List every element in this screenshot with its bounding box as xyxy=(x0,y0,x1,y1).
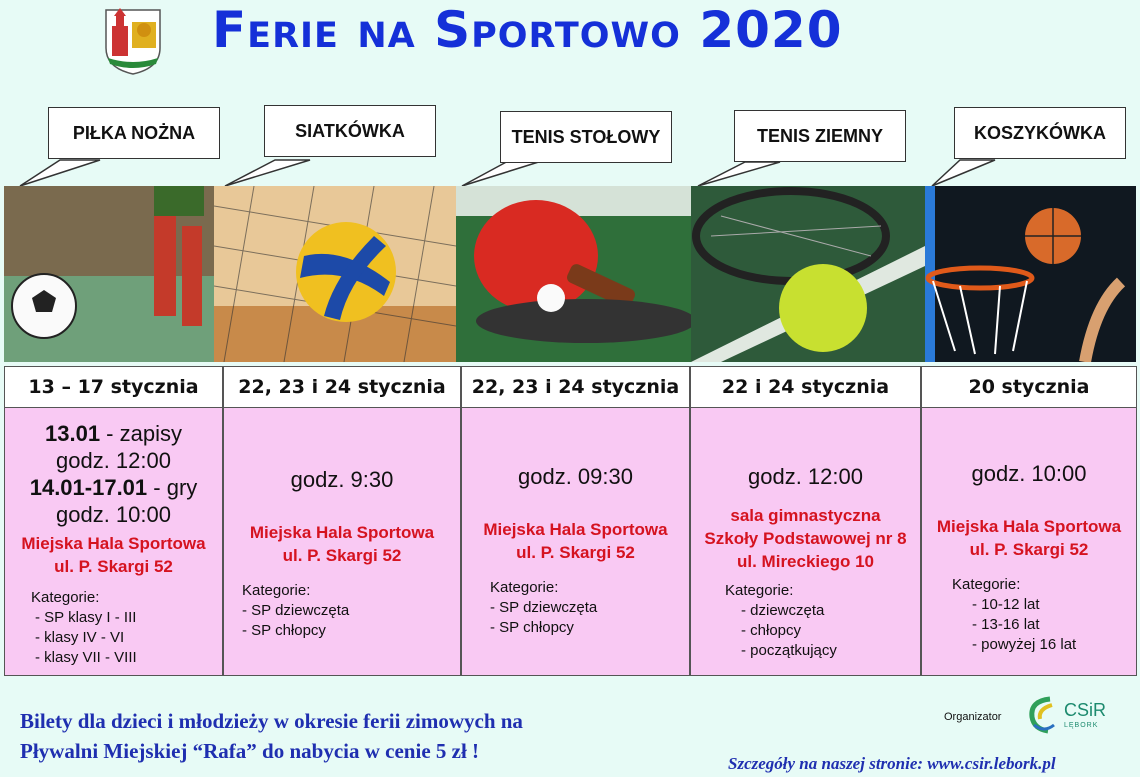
event-date: 22, 23 i 24 stycznia xyxy=(224,367,460,408)
event-time: godz. 10:00 xyxy=(971,461,1087,486)
bubble-tails xyxy=(0,0,1140,200)
column-basketball xyxy=(921,366,1137,676)
event-time: godz. 12:00 xyxy=(56,448,171,473)
football-photo xyxy=(4,186,214,362)
event-venue: Miejska Hala Sportowa ul. P. Skargi 52 xyxy=(483,520,668,562)
table-tennis-photo xyxy=(456,186,691,362)
event-time: godz. 09:30 xyxy=(518,464,633,489)
event-time: godz. 9:30 xyxy=(290,467,394,492)
tennis-photo xyxy=(691,186,925,362)
sport-bubble-table-tennis: TENIS STOŁOWY xyxy=(500,111,672,163)
sport-bubble-basketball: KOSZYKÓWKA xyxy=(954,107,1126,159)
column-volleyball xyxy=(223,366,461,676)
website-link[interactable]: Szczegóły na naszej stronie: www.csir.lebork.pl xyxy=(728,754,1056,773)
event-categories: Kategorie: - 10-12 lat - 13-16 lat - powyżej 16 lat xyxy=(952,576,1077,653)
event-venue: Miejska Hala Sportowa ul. P. Skargi 52 xyxy=(936,517,1122,559)
sport-bubble-tennis: TENIS ZIEMNY xyxy=(734,110,906,162)
event-categories: Kategorie: - dziewczęta - chłopcy - początkujący xyxy=(725,582,837,659)
event-venue: Miejska Hala Sportowa ul. P. Skargi 52 xyxy=(249,523,435,565)
ticket-info: Bilety dla dzieci i młodzieży w okresie ferii zimowych na Pływalni Miejskiej “Rafa” do nabycia w cenie 5 zł ! xyxy=(20,709,523,763)
event-time: godz. 12:00 xyxy=(748,464,863,489)
column-football: 13 – 17 stycznia 13.01 - zapisy godz. 12:00 14.01-17.01 - gry godz. 10:00 Miejska Hala Sportowa ul. P. Skargi 52 Kategorie: - SP klasy I - III - klasy IV - VI - klasy VII - VIII xyxy=(4,366,223,676)
event-venue: sala gimnastyczna Szkoły Podstawowej nr 8 ul. Mireckiego 10 xyxy=(704,506,907,571)
event-venue: Miejska Hala Sportowa ul. P. Skargi 52 xyxy=(21,534,206,576)
sport-bubble-football: PIŁKA NOŻNA xyxy=(48,107,220,159)
basketball-photo xyxy=(925,186,1136,362)
event-date: 22, 23 i 24 stycznia xyxy=(462,367,689,408)
logo-subtext: LĘBORK xyxy=(1064,722,1099,729)
event-date: 22 i 24 stycznia xyxy=(691,367,920,408)
event-date: 20 stycznia xyxy=(922,367,1136,408)
column-tennis xyxy=(690,366,921,676)
page-title: Ferie na Sportowo 2020 xyxy=(212,1,843,59)
event-categories: Kategorie: - SP dziewczęta - SP chłopcy xyxy=(490,579,598,636)
csir-logo-icon xyxy=(1024,695,1058,735)
logo-text: CSiR xyxy=(1064,700,1107,720)
volleyball-photo xyxy=(214,186,456,362)
event-date: 13 – 17 stycznia xyxy=(5,367,222,408)
sport-bubble-volleyball: SIATKÓWKA xyxy=(264,105,436,157)
event-categories: Kategorie: - SP dziewczęta - SP chłopcy xyxy=(242,582,350,639)
organizer-label: Organizator xyxy=(944,711,1002,723)
event-categories: Kategorie: - SP klasy I - III - klasy IV - VI - klasy VII - VIII xyxy=(31,589,137,666)
column-table-tennis xyxy=(461,366,690,676)
